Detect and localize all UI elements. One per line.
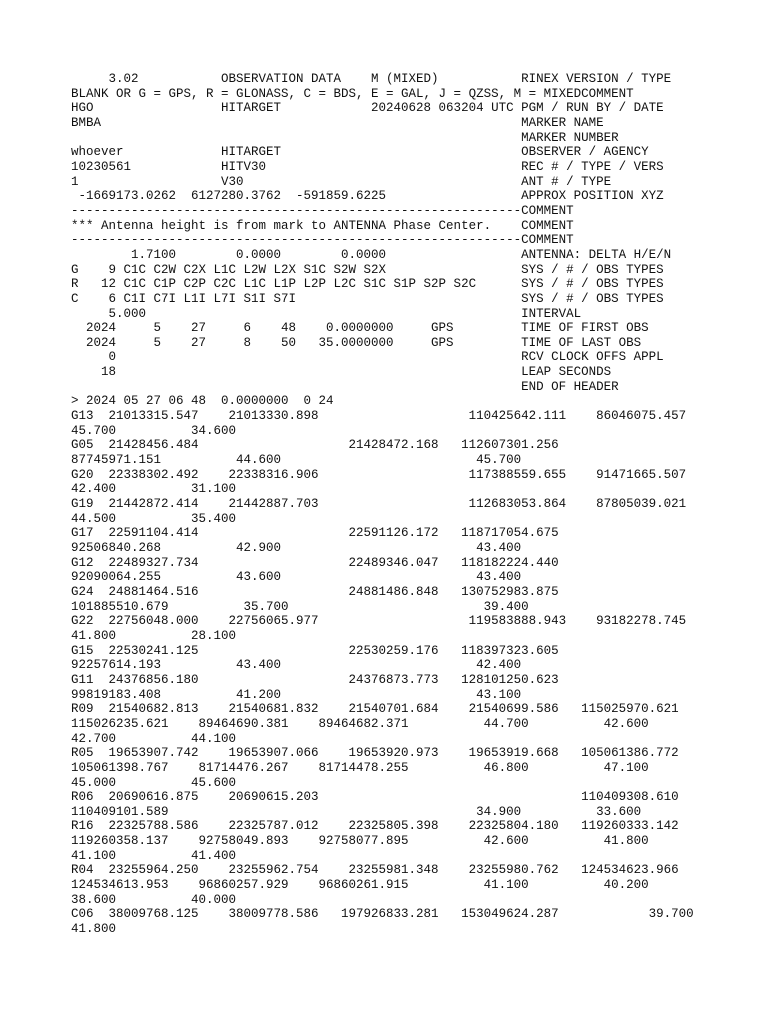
observation-line: G11 24376856.180 24376873.773 128101250.623 <box>71 672 559 687</box>
observation-line: R16 22325788.586 22325787.012 22325805.398 22325804.180 119260333.142 <box>71 819 679 834</box>
observation-line: 38.600 40.000 <box>71 892 237 907</box>
observation-line: 101885510.679 35.700 39.400 <box>71 599 529 614</box>
header-line-leap-seconds: 18 LEAP SECONDS <box>71 365 612 380</box>
observation-line: 119260358.137 92758049.893 92758077.895 42.600 41.800 <box>71 834 649 849</box>
header-line-obs-types-glonass: R 12 C1C C1P C2P C2C L1C L1P L2P L2C S1C S1P S2P S2C SYS / # / OBS TYPES <box>71 277 664 292</box>
header-line-rcv-clock-offs: 0 RCV CLOCK OFFS APPL <box>71 350 664 365</box>
observation-line: R06 20690616.875 20690615.203 110409308.610 <box>71 790 679 805</box>
observation-line: G24 24881464.516 24881486.848 130752983.875 <box>71 584 559 599</box>
observation-line: C06 38009768.125 38009778.586 197926833.281 153049624.287 39.700 <box>71 907 694 922</box>
observation-line: G12 22489327.734 22489346.047 118182224.440 <box>71 555 559 570</box>
observation-line: 45.700 34.600 <box>71 423 237 438</box>
header-line-obs-types-gps: G 9 C1C C2W C2X L1C L2W L2X S1C S2W S2X SYS / # / OBS TYPES <box>71 262 664 277</box>
header-line-end-of-header: END OF HEADER <box>71 379 619 394</box>
observation-line: 41.100 41.400 <box>71 848 237 863</box>
observation-line: G15 22530241.125 22530259.176 118397323.605 <box>71 643 559 658</box>
observation-line: 105061398.767 81714476.267 81714478.255 46.800 47.100 <box>71 760 649 775</box>
epoch-record-line: > 2024 05 27 06 48 0.0000000 0 24 <box>71 394 334 409</box>
header-line-obs-types-bds: C 6 C1I C7I L1I L7I S1I S7I SYS / # / OBS TYPES <box>71 291 664 306</box>
observation-line: 110409101.589 34.900 33.600 <box>71 804 642 819</box>
observation-line: G17 22591104.414 22591126.172 118717054.675 <box>71 526 559 541</box>
header-line-comment-antenna: *** Antenna height is from mark to ANTENNA Phase Center. COMMENT <box>71 218 574 233</box>
header-line-marker-number: MARKER NUMBER <box>71 130 619 145</box>
observation-line: 92257614.193 43.400 42.400 <box>71 658 522 673</box>
header-line-approx-position: -1669173.0262 6127280.3762 -591859.6225 APPROX POSITION XYZ <box>71 189 664 204</box>
observation-line: G13 21013315.547 21013330.898 110425642.111 86046075.457 <box>71 409 687 424</box>
observation-line: 115026235.621 89464690.381 89464682.371 44.700 42.600 <box>71 716 649 731</box>
observation-line: 42.400 31.100 <box>71 482 237 497</box>
observation-line: R04 23255964.250 23255962.754 23255981.348 23255980.762 124534623.966 <box>71 863 679 878</box>
header-line-marker-name: BMBA MARKER NAME <box>71 115 604 130</box>
observation-line: 41.800 28.100 <box>71 628 237 643</box>
observation-line: G05 21428456.484 21428472.168 112607301.256 <box>71 438 559 453</box>
observation-line: G19 21442872.414 21442887.703 112683053.864 87805039.021 <box>71 497 687 512</box>
observation-line: 99819183.408 41.200 43.100 <box>71 687 522 702</box>
header-line-antenna-type: 1 V30 ANT # / TYPE <box>71 174 612 189</box>
header-line-pgm-run-by-date: HGO HITARGET 20240628 063204 UTC PGM / RUN BY / DATE <box>71 101 664 116</box>
observation-line: 92090064.255 43.600 43.400 <box>71 570 522 585</box>
header-line-version-type: 3.02 OBSERVATION DATA M (MIXED) RINEX VERSION / TYPE <box>71 72 672 86</box>
header-line-comment-rule: ------------------------------------------------------------COMMENT <box>71 233 574 248</box>
header-line-time-first-obs: 2024 5 27 6 48 0.0000000 GPS TIME OF FIRST OBS <box>71 321 649 336</box>
rinex-observation-file <box>71 72 761 937</box>
observation-line: 44.500 35.400 <box>71 511 237 526</box>
observation-line: G20 22338302.492 22338316.906 117388559.655 91471665.507 <box>71 467 687 482</box>
header-line-time-last-obs: 2024 5 27 8 50 35.0000000 GPS TIME OF LAST OBS <box>71 335 642 350</box>
header-line-system-comment: BLANK OR G = GPS, R = GLONASS, C = BDS, E = GAL, J = QZSS, M = MIXEDCOMMENT <box>71 86 634 101</box>
header-line-observer-agency: whoever HITARGET OBSERVER / AGENCY <box>71 145 649 160</box>
observation-line: 92506840.268 42.900 43.400 <box>71 541 522 555</box>
header-line-receiver: 10230561 HITV30 REC # / TYPE / VERS <box>71 159 664 174</box>
observation-line: G22 22756048.000 22756065.977 119583888.943 93182278.745 <box>71 614 687 629</box>
observation-line: 124534613.953 96860257.929 96860261.915 41.100 40.200 <box>71 878 649 893</box>
header-line-comment-rule: ------------------------------------------------------------COMMENT <box>71 203 574 218</box>
header-line-interval: 5.000 INTERVAL <box>71 306 582 321</box>
observation-line: 45.000 45.600 <box>71 775 237 790</box>
observation-line: R05 19653907.742 19653907.066 19653920.973 19653919.668 105061386.772 <box>71 746 679 761</box>
header-line-antenna-delta: 1.7100 0.0000 0.0000 ANTENNA: DELTA H/E/N <box>71 247 672 262</box>
observation-line: 41.800 <box>71 922 117 937</box>
observation-line: 42.700 44.100 <box>71 731 237 746</box>
observation-line: 87745971.151 44.600 45.700 <box>71 453 522 468</box>
observation-line: R09 21540682.813 21540681.832 21540701.684 21540699.586 115025970.621 <box>71 702 679 717</box>
